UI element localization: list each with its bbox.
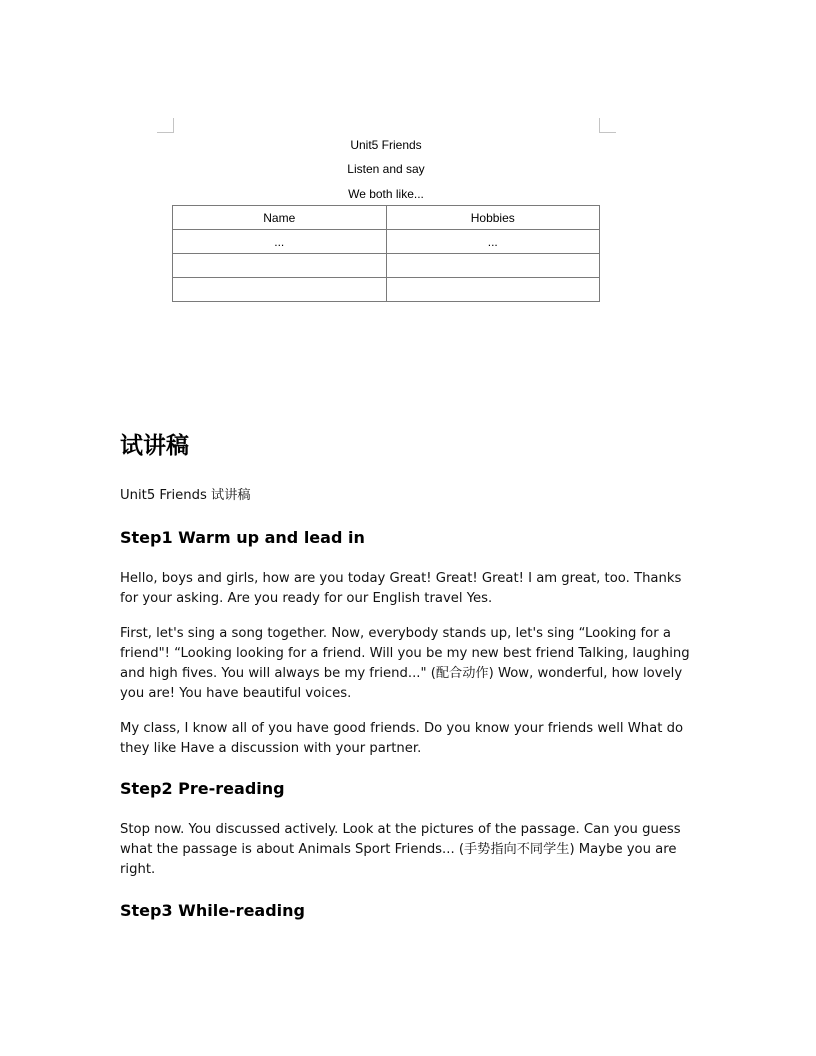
step1-paragraph-1: Hello, boys and girls, how are you today Great! Great! Great! I am great, too. Thanks for your asking. Are you ready for our English travel Yes. xyxy=(120,571,682,606)
table-cell xyxy=(173,254,387,278)
step2-heading: Step2 Pre-reading xyxy=(120,779,285,798)
table-cell: ... xyxy=(173,230,387,254)
table-cell xyxy=(386,254,600,278)
table-header-row xyxy=(173,206,600,230)
script-subtitle: Unit5 Friends 试讲稿 xyxy=(120,488,251,503)
step2-paragraph-1: Stop now. You discussed actively. Look at the pictures of the passage. Can you guess what the passage is about Animals Sport Friends... (手势指向不同学生) Maybe you are right. xyxy=(120,822,681,877)
table-cell: ... xyxy=(386,230,600,254)
name-column-header: Name xyxy=(173,206,387,230)
script-title: 试讲稿 xyxy=(120,433,189,459)
hobbies-column-header: Hobbies xyxy=(386,206,600,230)
step1-paragraph-3: My class, I know all of you have good friends. Do you know your friends well What do they like Have a discussion with your partner. xyxy=(120,721,684,756)
hobbies-table xyxy=(172,205,600,302)
crop-mark-top-left xyxy=(157,118,174,133)
table-cell xyxy=(386,278,600,302)
table-cell xyxy=(173,278,387,302)
step3-heading: Step3 While-reading xyxy=(120,901,305,920)
worksheet-subtitle: Listen and say xyxy=(347,162,425,176)
worksheet-title: Unit5 Friends xyxy=(350,138,422,152)
step1-heading: Step1 Warm up and lead in xyxy=(120,528,365,547)
table-row xyxy=(173,254,600,278)
crop-mark-top-right xyxy=(599,118,616,133)
table-row xyxy=(173,230,600,254)
step1-paragraph-2: First, let's sing a song together. Now, everybody stands up, let's sing “Looking for a friend"! “Looking looking for a friend. Will you be my new best friend Talking, laughing and high fives. You will always be my friend..." (配合动作) Wow, wonderful, how lovely you are! You have beautiful voices. xyxy=(120,626,690,701)
worksheet-prompt: We both like... xyxy=(348,187,424,201)
table-row xyxy=(173,278,600,302)
